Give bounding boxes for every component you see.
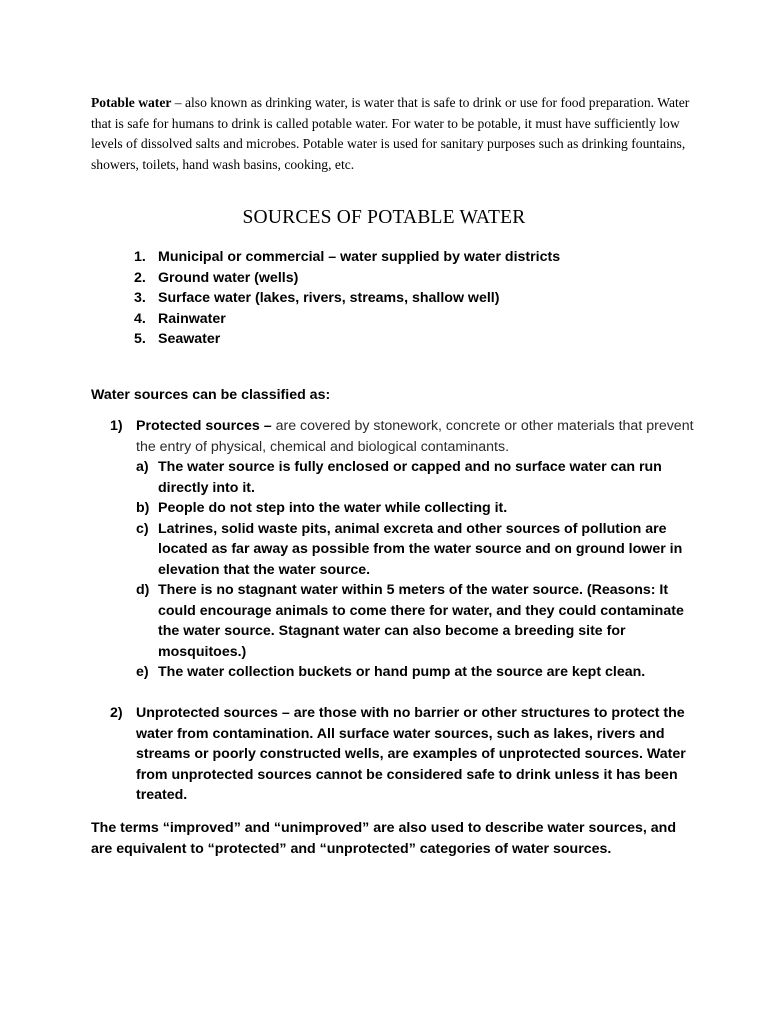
list-item [134, 309, 560, 330]
list-item-text: The water source is fully enclosed or capped and no surface water can run directly into it. [158, 459, 662, 496]
list-item [136, 580, 700, 662]
list-letter: c) [136, 520, 149, 537]
protected-sources-description: are covered by stonework, concrete or other materials that prevent the entry of physical, chemical and biological contaminants. [136, 418, 694, 455]
list-letter: a) [136, 459, 149, 475]
list-item-label: Rainwater [158, 310, 226, 327]
list-item [136, 662, 700, 683]
list-item [136, 498, 700, 519]
list-number: 1. [134, 249, 146, 265]
protected-criteria-list [136, 457, 700, 683]
unprotected-sources-term: Unprotected sources – [136, 705, 290, 721]
intro-paragraph [91, 93, 691, 176]
list-item-text: There is no stagnant water within 5 meters of the water source. (Reasons: It could encourage animals to come there for water, and they could contaminate the water source. Stagnant water can also become a breeding site for mosquitoes.) [158, 582, 684, 660]
unprotected-sources-definition [136, 703, 700, 806]
list-letter: d) [136, 582, 150, 598]
protected-sources-term: Protected sources – [136, 418, 272, 434]
list-item [136, 457, 700, 498]
list-number: 2. [134, 269, 146, 286]
list-item-text: The water collection buckets or hand pump at the source are kept clean. [158, 664, 646, 680]
section-number: 1) [110, 418, 123, 434]
list-item-label: Seawater [158, 331, 221, 347]
protected-sources-section [110, 416, 700, 683]
section-number: 2) [110, 705, 123, 721]
intro-text: – also known as drinking water, is water that is safe to drink or use for food preparation. Water that is safe for humans to drink is called potable water. For water to be potable, it must have sufficiently low levels of dissolved salts and microbes. Potable water is used for sanitary purposes such as drinking fountains, showers, toilets, hand wash basins, cooking, etc. [91, 95, 690, 173]
sources-list [134, 247, 560, 350]
list-number: 5. [134, 331, 146, 347]
closing-paragraph: The terms “improved” and “unimproved” are also used to describe water sources, and are equivalent to “protected” and “unprotected” categories of water sources. [91, 820, 677, 857]
list-letter: b) [136, 500, 150, 516]
list-item [134, 268, 560, 289]
intro-term: Potable water [91, 95, 172, 110]
list-number: 3. [134, 290, 146, 306]
unprotected-sources-description: are those with no barrier or other structures to protect the water from contamination. All surface water sources, such as lakes, rivers and streams or poorly constructed wells, are examples of unprotected sources. Water from unprotected sources cannot be considered safe to drink unless it has been treated. [136, 705, 686, 803]
list-number: 4. [134, 310, 146, 327]
section-heading: SOURCES OF POTABLE WATER [242, 207, 526, 228]
list-item-text: People do not step into the water while collecting it. [158, 500, 508, 516]
list-item [136, 519, 700, 581]
list-item-label: Ground water (wells) [158, 269, 299, 286]
unprotected-sources-section [110, 703, 700, 806]
list-item-label: Municipal or commercial – water supplied by water districts [158, 249, 561, 265]
list-item [134, 288, 560, 309]
list-letter: e) [136, 664, 149, 680]
classification-title: Water sources can be classified as: [91, 387, 331, 403]
list-item-text: Latrines, solid waste pits, animal excreta and other sources of pollution are located as far away as possible from the water source and on ground lower in elevation that the water source. [158, 520, 683, 578]
list-item-label: Surface water (lakes, rivers, streams, shallow well) [158, 290, 500, 306]
list-item [134, 329, 560, 350]
protected-sources-definition [136, 416, 700, 457]
list-item [134, 247, 560, 268]
